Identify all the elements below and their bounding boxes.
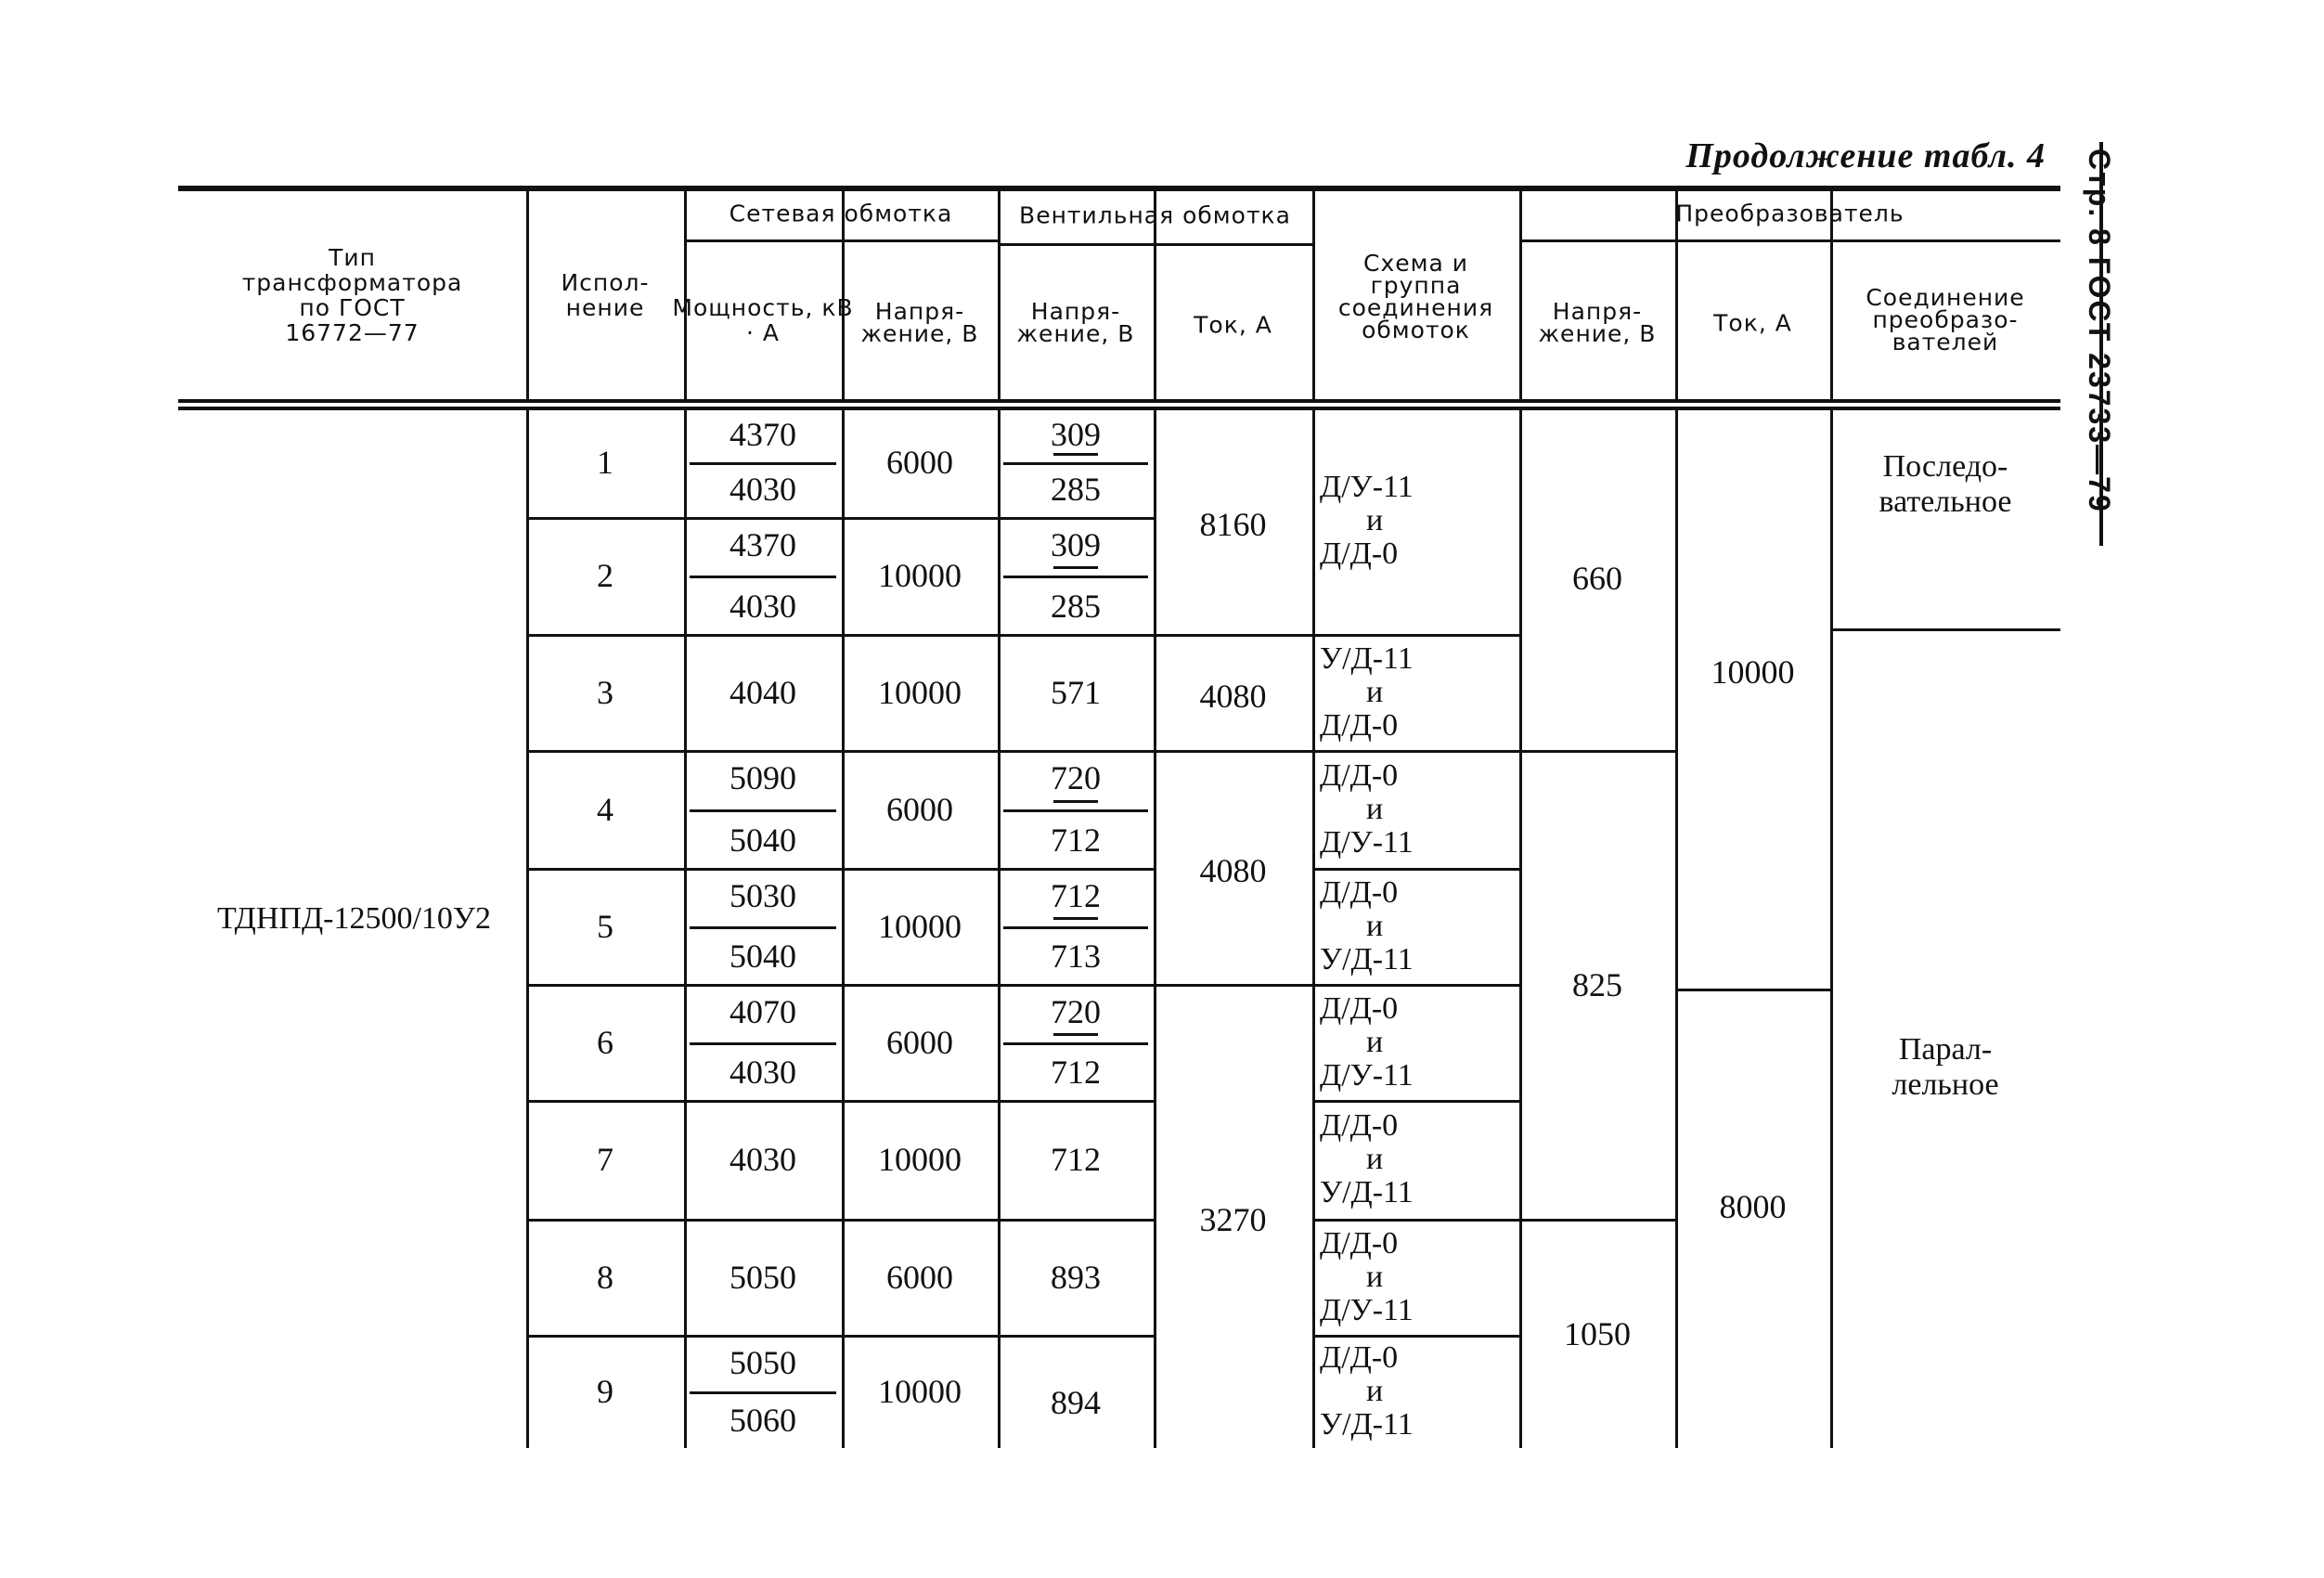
fraction-bar [1053, 566, 1098, 569]
scheme-line: Д/У-11 [1320, 469, 1414, 504]
scheme-line: У/Д-11 [1320, 1407, 1414, 1442]
power-value: 4030 [729, 1054, 796, 1091]
scheme-cell [1320, 642, 1414, 743]
header-converter: Преобразователь [1675, 200, 1904, 227]
valve-voltage-value: 571 [1051, 673, 1101, 711]
voltage-split-rule [1003, 926, 1148, 929]
power-value: 4370 [729, 526, 796, 563]
valve-voltage-value: 712 [1051, 1141, 1101, 1178]
scheme-line: Д/Д-0 [1320, 990, 1399, 1026]
net-voltage-value: 6000 [886, 443, 953, 481]
scheme-group-rule [1312, 1335, 1519, 1338]
valve-current-value: 3270 [1199, 1201, 1267, 1238]
conv-voltage-value: 1050 [1564, 1314, 1631, 1352]
version-number: 6 [597, 1023, 613, 1061]
header-valve-winding: Вентильная обмотка [1019, 201, 1291, 229]
body-col-rule [684, 410, 687, 1448]
valve-voltage-value: 712 [1051, 821, 1101, 859]
scheme-line: Д/У-11 [1320, 1292, 1414, 1327]
row-rule [526, 517, 998, 520]
valve-voltage-value: 713 [1051, 938, 1101, 975]
header-col-rule [526, 191, 529, 399]
conv-current-value: 10000 [1711, 653, 1795, 691]
conv-connection-value: Последо- вательное [1879, 449, 2012, 519]
scheme-cell [1320, 471, 1414, 571]
power-value: 5050 [729, 1258, 796, 1296]
header-network-winding: Сетевая обмотка [729, 200, 953, 227]
scheme-cell [1320, 1227, 1414, 1327]
scheme-line: Д/Д-0 [1320, 757, 1399, 793]
power-value: 4070 [729, 993, 796, 1030]
power-value: 4040 [729, 673, 796, 711]
header-conv-voltage: Напря- жение, В [1538, 298, 1657, 347]
scheme-line: Д/Д-0 [1320, 1225, 1399, 1261]
row-rule-valve-voltage [998, 1219, 1154, 1222]
valve-current-value: 4080 [1199, 677, 1267, 715]
conv-connection-value: Парал- лельное [1891, 1032, 1999, 1102]
scheme-line: У/Д-11 [1320, 640, 1414, 676]
conv-voltage-rule [1519, 1219, 1675, 1222]
net-voltage-value: 6000 [886, 1258, 953, 1296]
header-valve-current: Ток, А [1194, 311, 1272, 339]
row-rule-valve-voltage [998, 634, 1154, 637]
header-scheme: Схема и группа соединения обмоток [1337, 250, 1494, 343]
body-col-rule [1830, 410, 1833, 1448]
power-value: 4370 [729, 416, 796, 453]
current-group-rule [1154, 984, 1312, 987]
scheme-line: и [1366, 674, 1384, 709]
net-voltage-value: 10000 [878, 907, 962, 945]
valve-voltage-value: 712 [1051, 877, 1101, 914]
row-rule [526, 868, 998, 871]
group-rule-converter [1519, 239, 2060, 242]
transformer-type: ТДНПД-12500/10У2 [217, 901, 491, 936]
group-rule-network [684, 239, 998, 242]
scheme-group-rule [1312, 868, 1519, 871]
conv-current-value: 8000 [1719, 1188, 1787, 1225]
scheme-line: и [1366, 1024, 1384, 1059]
power-value: 5030 [729, 877, 796, 914]
header-type: Тип трансформатора по ГОСТ 16772—77 [241, 244, 463, 346]
header-rule-1 [178, 399, 2060, 403]
row-rule [526, 1100, 998, 1103]
valve-current-value: 8160 [1199, 505, 1267, 543]
scheme-group-rule [1312, 1219, 1519, 1222]
row-rule-valve-voltage [998, 1100, 1154, 1103]
current-group-rule [1154, 634, 1312, 637]
header-conv-current: Ток, А [1713, 309, 1792, 337]
voltage-split-rule [1003, 462, 1148, 465]
scheme-group-rule [1312, 984, 1519, 987]
header-col-rule [1312, 191, 1315, 399]
version-number: 1 [597, 443, 613, 481]
voltage-split-rule [1003, 1042, 1148, 1045]
net-voltage-value: 10000 [878, 1373, 962, 1410]
version-number: 7 [597, 1141, 613, 1178]
voltage-split-rule [1003, 809, 1148, 812]
row-rule [526, 634, 998, 637]
power-split-rule [690, 576, 836, 578]
net-voltage-value: 10000 [878, 1141, 962, 1178]
power-value: 4030 [729, 1141, 796, 1178]
scheme-group-rule [1312, 634, 1519, 637]
row-rule [526, 1335, 998, 1338]
conv-voltage-value: 825 [1572, 965, 1622, 1003]
valve-voltage-value: 309 [1051, 416, 1101, 453]
scheme-line: Д/Д-0 [1320, 874, 1399, 910]
row-rule-valve-voltage [998, 1335, 1154, 1338]
net-voltage-value: 10000 [878, 673, 962, 711]
version-number: 9 [597, 1373, 613, 1410]
body-col-rule [526, 410, 529, 1448]
valve-current-value: 4080 [1199, 852, 1267, 889]
header-valve-voltage: Напря- жение, В [1016, 298, 1135, 347]
header-net-voltage: Напря- жение, В [860, 298, 979, 347]
valve-voltage-value: 309 [1051, 526, 1101, 563]
conv-voltage-value: 660 [1572, 560, 1622, 597]
scheme-group-rule [1312, 1100, 1519, 1103]
power-value: 5090 [729, 759, 796, 796]
body-col-rule [998, 410, 1001, 1448]
body-col-rule [1312, 410, 1315, 1448]
power-split-rule [690, 926, 836, 929]
fraction-bar [1053, 1033, 1098, 1036]
scheme-cell [1320, 1109, 1414, 1209]
valve-voltage-value: 712 [1051, 1054, 1101, 1091]
scheme-line: и [1366, 1374, 1384, 1408]
header-rule-2 [178, 407, 2060, 410]
net-voltage-value: 6000 [886, 790, 953, 828]
body-col-rule [1154, 410, 1156, 1448]
body-col-rule [1519, 410, 1522, 1448]
scheme-line: У/Д-11 [1320, 1175, 1414, 1209]
scheme-line: Д/Д-0 [1320, 536, 1399, 571]
row-rule [526, 750, 998, 753]
scheme-line: и [1366, 908, 1384, 943]
power-split-rule [690, 1042, 836, 1045]
current-group-rule [1154, 750, 1312, 753]
version-number: 3 [597, 673, 613, 711]
fraction-bar [1053, 917, 1098, 920]
scheme-line: Д/Д-0 [1320, 1108, 1399, 1143]
version-number: 2 [597, 557, 613, 594]
power-value: 5040 [729, 938, 796, 975]
valve-voltage-value: 720 [1051, 759, 1101, 796]
power-value: 4030 [729, 588, 796, 625]
scheme-line: Д/У-11 [1320, 824, 1414, 860]
row-rule-valve-voltage [998, 984, 1154, 987]
scheme-cell [1320, 876, 1414, 977]
scheme-line: и [1366, 1142, 1384, 1176]
conv-connection-rule [1830, 628, 2060, 631]
scheme-cell [1320, 759, 1414, 860]
scheme-line: и [1366, 1259, 1384, 1294]
net-voltage-value: 10000 [878, 557, 962, 594]
header-power: Мощность, кВ · А [672, 294, 854, 346]
power-split-rule [690, 1391, 836, 1394]
scheme-cell [1320, 1341, 1414, 1442]
power-value: 5060 [729, 1402, 796, 1439]
valve-voltage-value: 285 [1051, 588, 1101, 625]
net-voltage-value: 6000 [886, 1023, 953, 1061]
valve-voltage-value: 894 [1051, 1384, 1101, 1421]
fraction-bar [1053, 800, 1098, 803]
table-caption: Продолжение табл. 4 [1685, 136, 2046, 175]
scheme-line: Д/Д-0 [1320, 707, 1399, 743]
group-rule-valve [998, 243, 1312, 246]
row-rule-valve-voltage [998, 750, 1154, 753]
scheme-line: и [1366, 791, 1384, 826]
header-col-rule [1519, 191, 1522, 399]
conv-voltage-rule [1519, 750, 1675, 753]
row-rule [526, 984, 998, 987]
power-value: 4030 [729, 471, 796, 508]
page-side-label: Стр. 8 ГОСТ 23733—79 [2083, 149, 2116, 513]
valve-voltage-value: 285 [1051, 471, 1101, 508]
valve-voltage-value: 720 [1051, 993, 1101, 1030]
scheme-line: У/Д-11 [1320, 941, 1414, 977]
header-col-rule [998, 191, 1001, 399]
row-rule-valve-voltage [998, 517, 1154, 520]
scheme-cell [1320, 992, 1414, 1093]
valve-voltage-value: 893 [1051, 1258, 1101, 1296]
voltage-split-rule [1003, 576, 1148, 578]
version-number: 8 [597, 1258, 613, 1296]
power-split-rule [690, 462, 836, 465]
power-split-rule [690, 809, 836, 812]
row-rule-valve-voltage [998, 868, 1154, 871]
power-value: 5040 [729, 821, 796, 859]
scheme-group-rule [1312, 750, 1519, 753]
power-value: 5050 [729, 1344, 796, 1381]
conv-current-rule [1675, 989, 1830, 991]
version-number: 5 [597, 907, 613, 945]
top-rule [178, 186, 2060, 191]
header-conv-connection: Соединение преобразо- вателей [1866, 284, 2025, 356]
scheme-line: Д/У-11 [1320, 1057, 1414, 1093]
scheme-line: Д/Д-0 [1320, 1340, 1399, 1375]
header-version: Испол- нение [561, 269, 650, 321]
row-rule [526, 1219, 998, 1222]
version-number: 4 [597, 790, 613, 828]
scheme-line: и [1366, 502, 1384, 537]
body-col-rule [1675, 410, 1678, 1448]
body-col-rule [842, 410, 845, 1448]
